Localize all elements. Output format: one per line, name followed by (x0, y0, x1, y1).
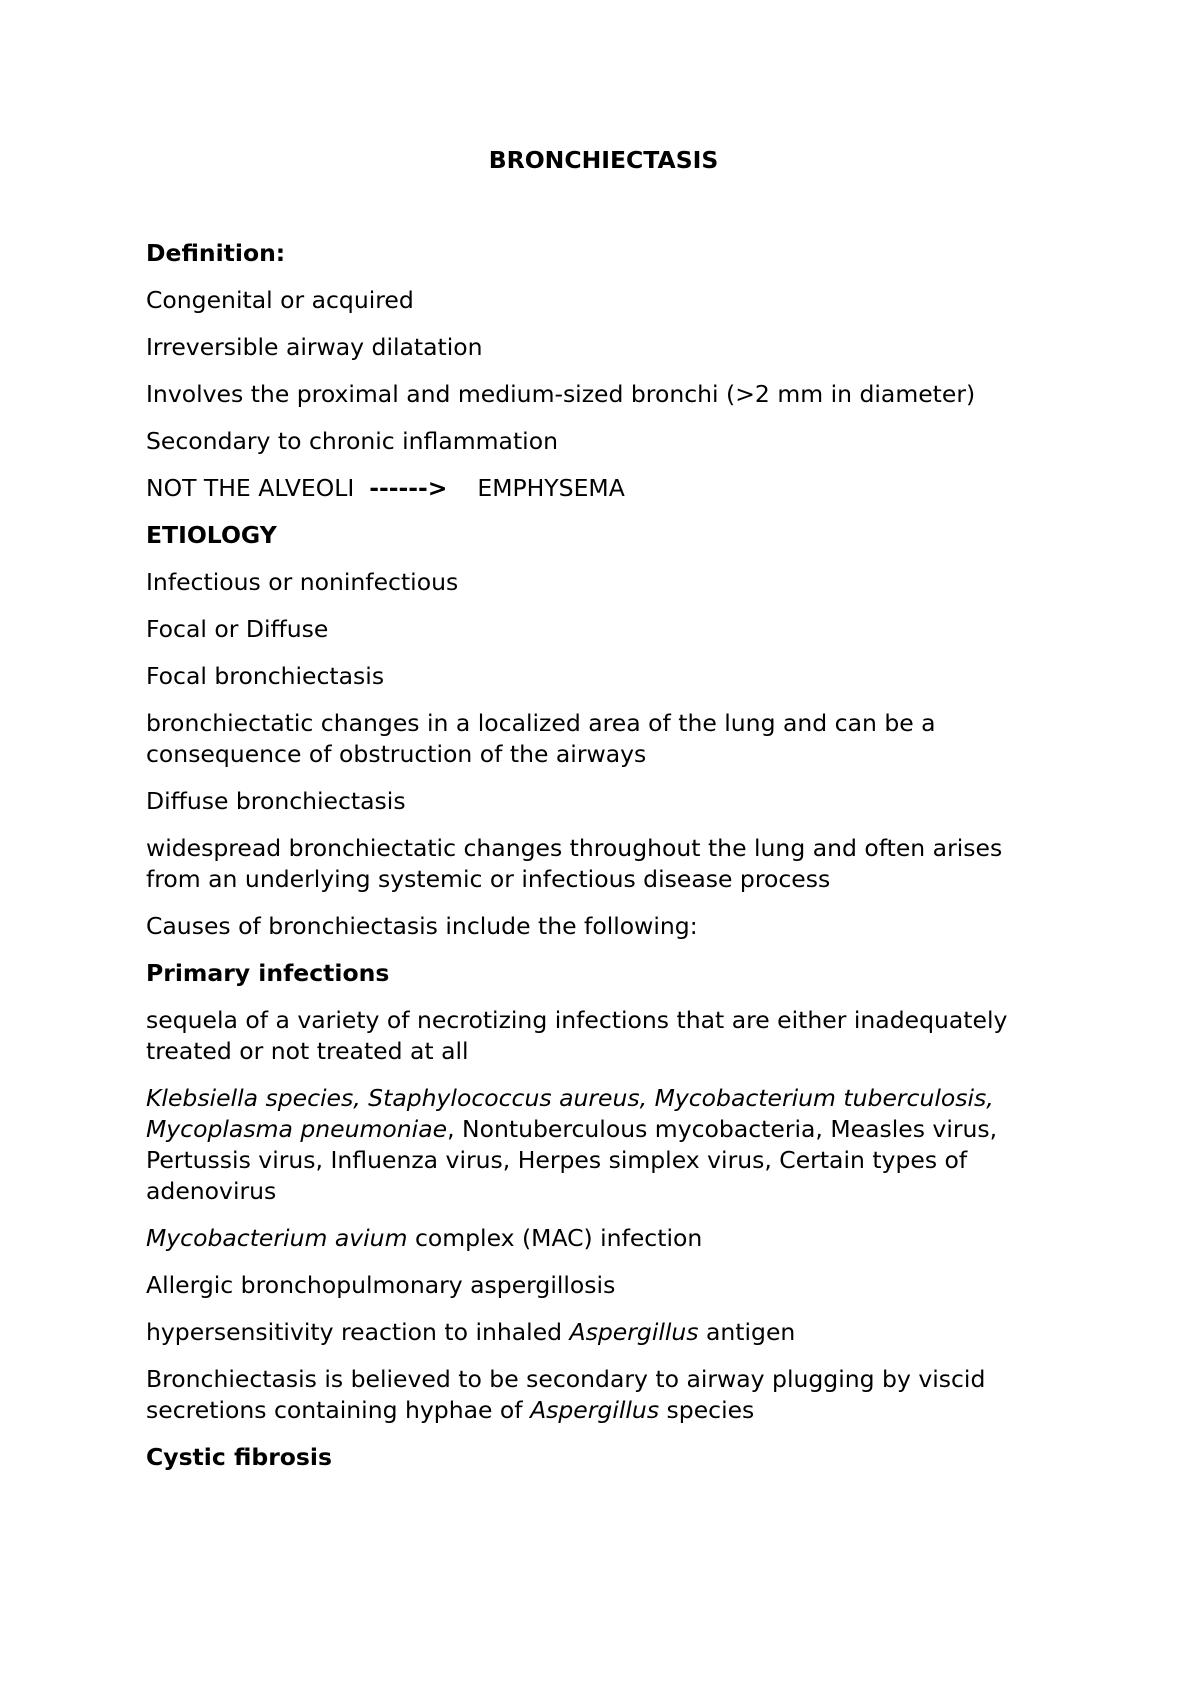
alveoli-text: NOT THE ALVEOLI (146, 474, 355, 502)
hypersensitivity-italic: Aspergillus (569, 1318, 699, 1346)
etiology-line: Focal bronchiectasis (146, 662, 385, 690)
hypersensitivity-after: antigen (698, 1318, 796, 1346)
mac-italic: Mycobacterium avium (146, 1224, 408, 1252)
plugging-italic: Aspergillus (530, 1396, 660, 1424)
etiology-line: Causes of bronchiectasis include the following: (146, 912, 698, 940)
primary-infections-description: sequela of a variety of necrotizing infections that are either inadequately treated or not treated at all (146, 1006, 1008, 1065)
mac-line (146, 1223, 1061, 1254)
etiology-heading: ETIOLOGY (146, 521, 277, 549)
definition-heading: Definition: (146, 239, 286, 267)
plugging-line (146, 1364, 1061, 1426)
emphysema-text: EMPHYSEMA (477, 474, 625, 502)
mac-normal: complex (MAC) infection (407, 1224, 703, 1252)
etiology-line: bronchiectatic changes in a localized area of the lung and can be a consequence of obstruction of the airways (146, 709, 936, 768)
etiology-line: Infectious or noninfectious (146, 568, 459, 596)
etiology-line: widespread bronchiectatic changes throughout the lung and often arises from an underlying systemic or infectious disease process (146, 834, 1003, 893)
cystic-fibrosis-heading: Cystic fibrosis (146, 1443, 332, 1471)
definition-line: Congenital or acquired (146, 286, 414, 314)
definition-line: Irreversible airway dilatation (146, 333, 483, 361)
hypersensitivity-line (146, 1317, 1061, 1348)
etiology-line: Focal or Diffuse (146, 615, 329, 643)
alveoli-emphysema-line (146, 473, 1061, 504)
document-body (146, 145, 1061, 1489)
definition-line: Secondary to chronic inflammation (146, 427, 558, 455)
plugging-before: Bronchiectasis is believed to be secondary to airway plugging by viscid secretions containing hyphae of (146, 1365, 986, 1424)
etiology-line: Diffuse bronchiectasis (146, 787, 406, 815)
arrow-text: ------> (369, 474, 448, 502)
abpa-line: Allergic bronchopulmonary aspergillosis (146, 1271, 616, 1299)
organisms-list (146, 1083, 1061, 1207)
document-title: BRONCHIECTASIS (488, 146, 719, 174)
organisms-normal: , Nontuberculous mycobacteria, Measles virus, Pertussis virus, Influenza virus, Herpes simplex virus, Certain types of adenovirus (146, 1115, 998, 1205)
plugging-after: species (659, 1396, 755, 1424)
definition-line: Involves the proximal and medium-sized bronchi (>2 mm in diameter) (146, 380, 976, 408)
primary-infections-heading: Primary infections (146, 959, 390, 987)
hypersensitivity-before: hypersensitivity reaction to inhaled (146, 1318, 570, 1346)
organisms-italic: Klebsiella species, Staphylococcus aureus, Mycobacterium tuberculosis, Mycoplasma pneumoniae (146, 1084, 994, 1143)
